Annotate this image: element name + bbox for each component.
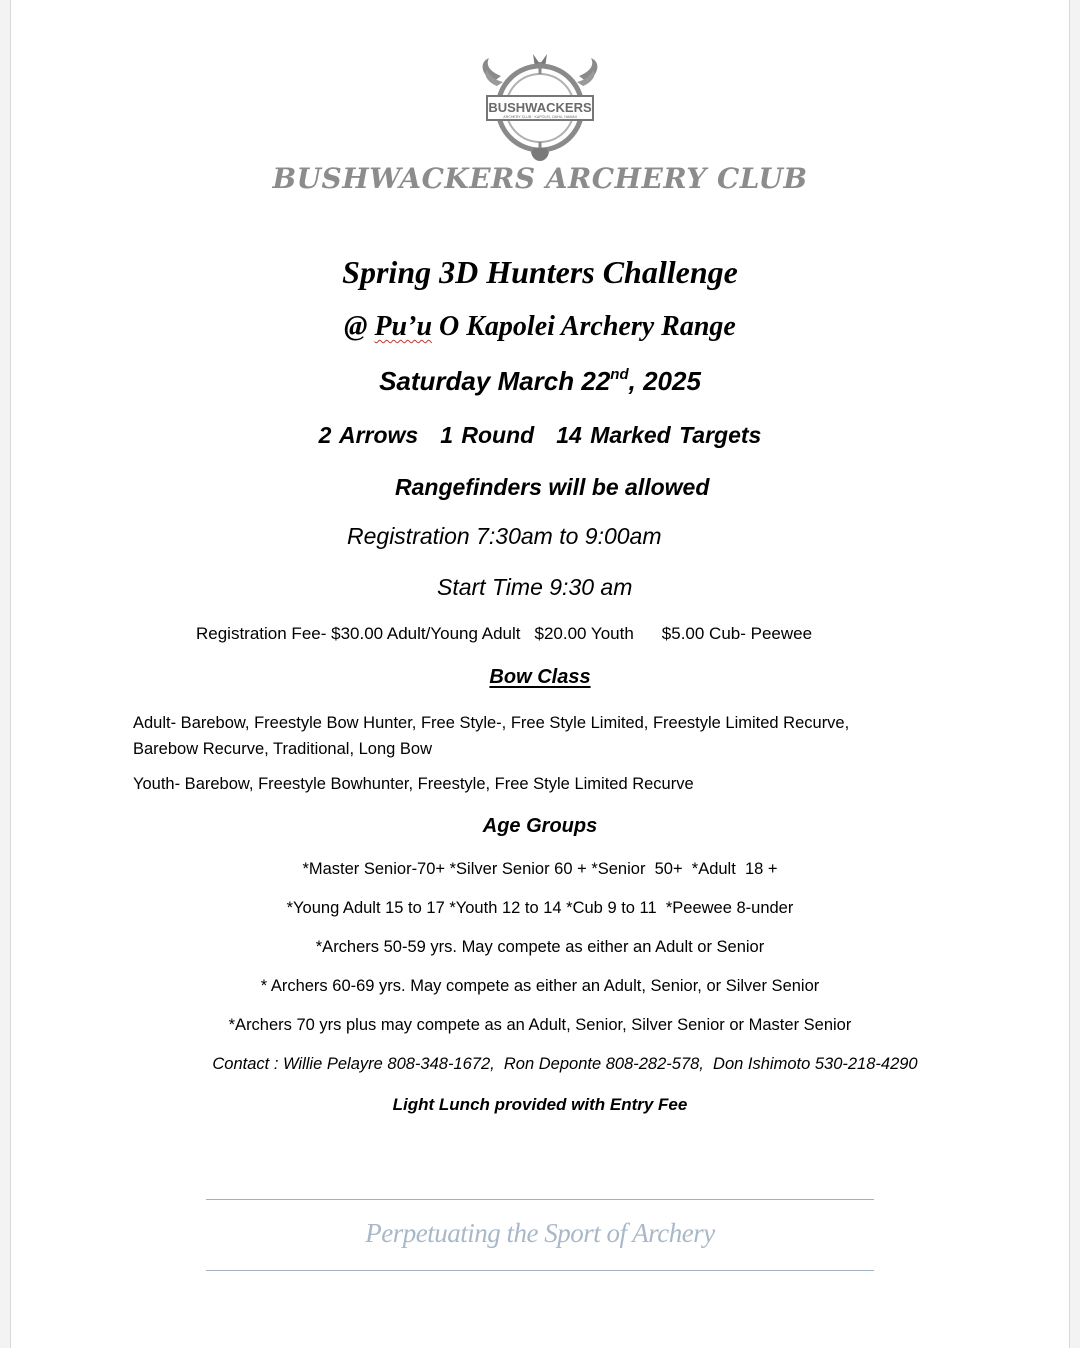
fee-youth: $20.00 Youth — [534, 624, 634, 643]
bow-class-heading: Bow Class — [489, 666, 591, 688]
venue-prefix: @ — [344, 311, 375, 342]
footer-rule-bottom — [206, 1270, 874, 1271]
event-venue — [11, 311, 1069, 343]
adult-classes-line-1: Adult- Barebow, Freestyle Bow Hunter, Free Style-, Free Style Limited, Freestyle Limited Recurve, — [133, 714, 850, 732]
event-date — [11, 366, 1069, 397]
age-groups-line-3: *Archers 50-59 yrs. May compete as either an Adult or Senior — [315, 938, 765, 956]
registration-fees — [196, 624, 812, 644]
fee-cub: $5.00 Cub- Peewee — [661, 624, 813, 643]
lunch-note: Light Lunch provided with Entry Fee — [392, 1095, 688, 1114]
adult-classes-line-2: Barebow Recurve, Traditional, Long Bow — [133, 740, 432, 758]
registration-time: Registration 7:30am to 9:00am — [347, 523, 662, 549]
start-time: Start Time 9:30 am — [437, 574, 633, 600]
targets-count: 14 Marked Targets — [556, 422, 762, 448]
event-title: Spring 3D Hunters Challenge — [342, 254, 738, 290]
rangefinders-note: Rangefinders will be allowed — [395, 474, 710, 500]
footer-rule-top — [206, 1199, 874, 1200]
date-suffix: nd — [610, 366, 629, 383]
fee-adult: Registration Fee- $30.00 Adult/Young Adult — [196, 624, 521, 643]
round-count: 1 Round — [440, 422, 535, 448]
venue-rest: O Kapolei Archery Range — [432, 311, 736, 342]
age-groups-heading: Age Groups — [482, 815, 598, 837]
club-logo — [475, 52, 605, 168]
date-year: , 2025 — [628, 366, 701, 396]
footer-motto: Perpetuating the Sport of Archery — [365, 1218, 715, 1248]
logo-badge-text: BUSHWACKERS — [488, 100, 592, 115]
age-groups-line-2: *Young Adult 15 to 17 *Youth 12 to 14 *Cub 9 to 11 *Peewee 8-under — [286, 899, 794, 917]
flyer-page — [10, 0, 1070, 1348]
adult-bow-classes — [133, 710, 849, 762]
venue-word-spellcheck: Pu’u — [374, 311, 433, 342]
logo-badge-subtext: ARCHERY CLUB · KAPOLEI, OAHU, HAWAII — [503, 115, 577, 119]
contact-info: Contact : Willie Pelayre 808-348-1672, Ron Deponte 808-282-578, Don Ishimoto 530-218-4290 — [212, 1055, 918, 1073]
youth-bow-classes: Youth- Barebow, Freestyle Bowhunter, Freestyle, Free Style Limited Recurve — [133, 775, 694, 793]
club-name: BUSHWACKERS ARCHERY CLUB — [272, 162, 808, 195]
age-groups-line-5: *Archers 70 yrs plus may compete as an Adult, Senior, Silver Senior or Master Senior — [228, 1016, 852, 1034]
age-groups-line-1: *Master Senior-70+ *Silver Senior 60 + *Senior 50+ *Adult 18 + — [302, 860, 778, 878]
date-main: Saturday March 22 — [379, 366, 611, 396]
arrows-count: 2 Arrows — [318, 422, 419, 448]
age-groups-line-4: * Archers 60-69 yrs. May compete as either an Adult, Senior, or Silver Senior — [260, 977, 820, 995]
rounds-info — [11, 422, 1069, 449]
